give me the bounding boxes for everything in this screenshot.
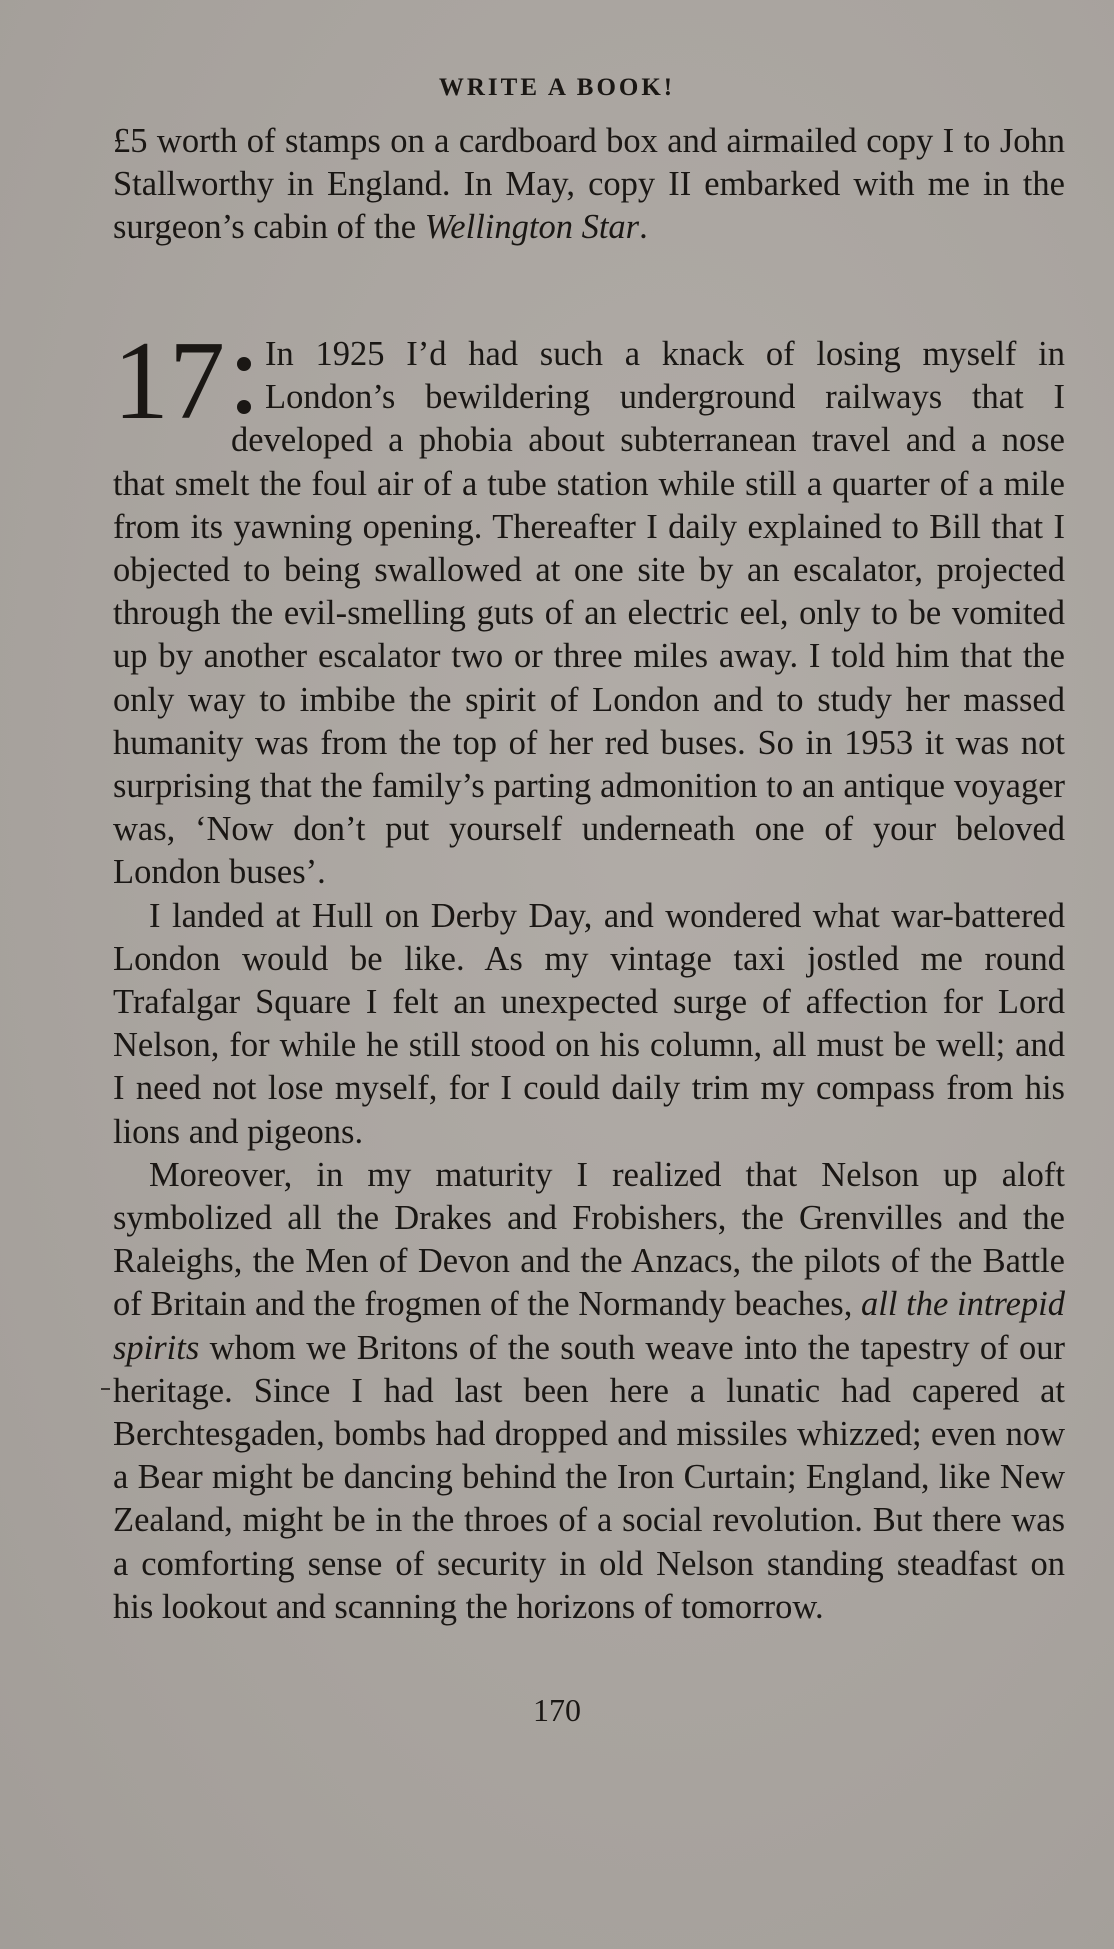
section-17 xyxy=(113,319,1065,1629)
paragraph-text-end: . xyxy=(639,208,648,247)
margin-mark xyxy=(101,1388,110,1390)
paragraph: In 1925 I’d had such a knack of losing myself in London’s bewildering underground railways that I developed a phobia about subterranean travel and a nose that smelt the foul air of a tube station while still a quarter of a mile from its yawning opening. Thereafter I daily explained to Bill that I objected to being swallowed at one site by an escalator, projected through the evil-smelling guts of an electric eel, only to be vomited up by another escalator two or three miles away. I told him that the only way to imbibe the spirit of London and to study her massed humanity was from the top of her red buses. So in 1953 it was not surprising that the family’s parting admonition to an antique voyager was, ‘Now don’t put yourself underneath one of your beloved London buses’. xyxy=(113,335,1065,892)
paragraph-text-end: whom we Britons of the south weave into the tapestry of our heritage. Since I had last been here a lunatic had capered at Berchtesgaden, bombs had dropped and missiles whizzed; even now a Bear might be dancing behind the Iron Curtain; England, like New Zealand, might be in the throes of a social revolution. But there was a comforting sense of security in old Nelson standing steadfast on his lookout and scanning the horizons of tomorrow. xyxy=(113,1328,1065,1626)
continued-paragraph xyxy=(113,120,1065,250)
running-head: WRITE A BOOK! xyxy=(438,74,676,101)
paragraph xyxy=(113,120,1065,250)
section-number-dots xyxy=(231,333,257,419)
page-number: 170 xyxy=(533,1692,581,1728)
paragraph-text: £5 worth of stamps on a cardboard box and airmailed copy I to John Stallworthy in England. In May, copy II embarked with me in the surgeon’s cabin of the xyxy=(113,122,1065,247)
paragraph-text: Moreover, in my maturity I realized that Nelson up aloft symbolized all the Drakes and Frobishers, the Grenvilles and the Raleighs, the Men of Devon and the Anzacs, the pilots of the Battle of Britain and the frogmen of the Normandy beaches, xyxy=(113,1155,1065,1324)
paragraph xyxy=(113,1154,1065,1629)
italic-phrase: all the intrepid spirits xyxy=(113,1285,1065,1367)
dot-ornament xyxy=(237,357,251,371)
dot-ornament xyxy=(237,400,251,414)
ship-name: Wellington Star xyxy=(424,208,640,247)
section-number: 17 xyxy=(113,319,225,443)
paragraph: I landed at Hull on Derby Day, and wondered what war-battered London would be like. As my vintage taxi jostled me round Trafalgar Square I felt an unexpected surge of affection for Lord Nelson, for while he still stood on his column, all must be well; and I need not lose myself, for I could daily trim my compass from his lions and pigeons. xyxy=(113,896,1065,1151)
